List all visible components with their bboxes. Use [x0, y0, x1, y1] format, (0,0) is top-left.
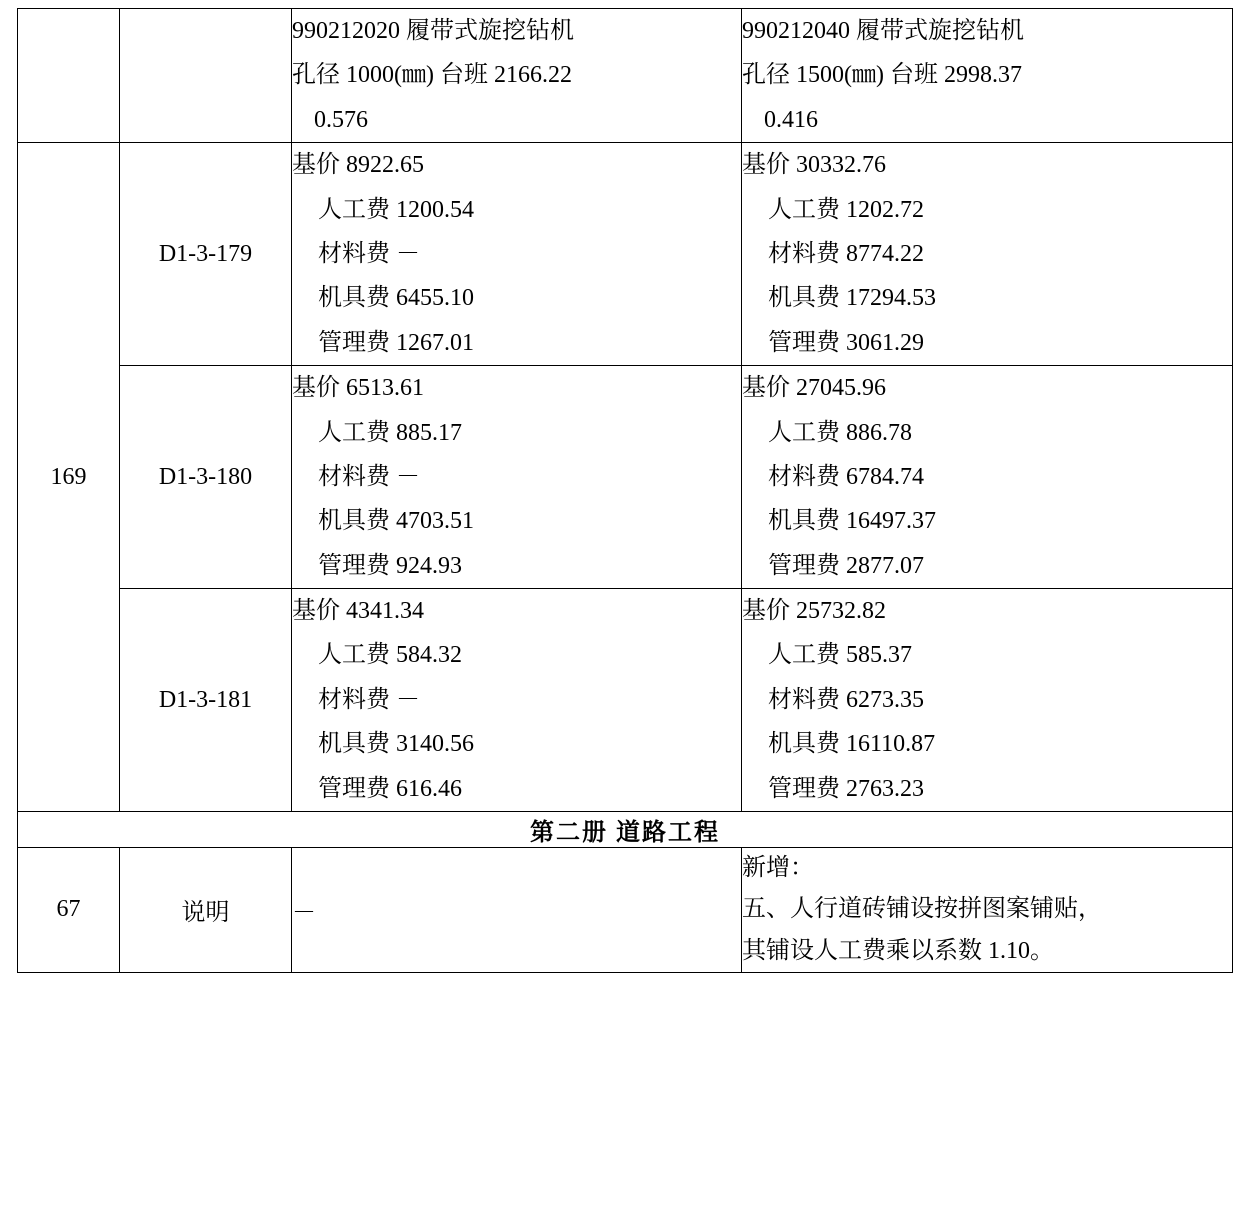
value-line: 机具费 16110.87 — [768, 731, 936, 758]
value-line: 基价 27045.96 — [742, 375, 886, 402]
value-line: 机具费 3140.56 — [318, 731, 474, 758]
cell-note-right — [742, 848, 1233, 973]
value-line: 基价 6513.61 — [292, 375, 424, 402]
table-row — [18, 143, 1233, 366]
cell-page-number: 169 — [18, 143, 120, 812]
table-row-section-title — [18, 812, 1233, 848]
value-line: 基价 30332.76 — [742, 152, 886, 179]
cell-note-label: 说明 — [120, 848, 292, 973]
table-row — [18, 589, 1233, 812]
note-line: 五、人行道砖铺设按拼图案铺贴， — [742, 896, 1102, 923]
value-line: 人工费 885.17 — [318, 419, 462, 446]
value-line: 管理费 616.46 — [318, 775, 462, 802]
cell-machine-right — [742, 9, 1233, 143]
value-line: 基价 8922.65 — [292, 152, 424, 179]
value-line: 基价 4341.34 — [292, 598, 424, 625]
cell-values-left-180 — [292, 366, 742, 589]
cell-note-page: 67 — [18, 848, 120, 973]
pricing-table — [17, 8, 1233, 973]
cell-code-180: D1-3-180 — [120, 366, 292, 589]
machine-right-line1: 990212040 履带式旋挖钻机 — [742, 18, 1024, 44]
document-page — [0, 8, 1249, 1222]
value-line: 基价 25732.82 — [742, 598, 886, 625]
cell-values-right-179 — [742, 143, 1233, 366]
value-line: 机具费 17294.53 — [768, 285, 936, 312]
cell-page-empty — [18, 9, 120, 143]
value-line: 管理费 924.93 — [318, 552, 462, 579]
value-line: 管理费 1267.01 — [318, 329, 474, 356]
value-line: 机具费 16497.37 — [768, 508, 936, 535]
cell-values-right-181 — [742, 589, 1233, 812]
table-row — [18, 366, 1233, 589]
value-line: 管理费 2763.23 — [768, 775, 924, 802]
machine-left-line1: 990212020 履带式旋挖钻机 — [292, 18, 574, 44]
machine-right-line3: 0.416 — [764, 106, 818, 133]
value-line: 材料费 6273.35 — [768, 686, 924, 713]
value-line: 机具费 4703.51 — [318, 508, 474, 535]
value-line: 材料费 － — [318, 463, 420, 490]
table-row-note — [18, 848, 1233, 973]
value-line: 材料费 － — [318, 686, 420, 713]
value-line: 管理费 2877.07 — [768, 552, 924, 579]
value-line: 人工费 1200.54 — [318, 196, 474, 223]
value-line: 材料费 － — [318, 240, 420, 267]
cell-machine-left — [292, 9, 742, 143]
machine-left-line3: 0.576 — [314, 106, 368, 133]
value-line: 机具费 6455.10 — [318, 285, 474, 312]
value-line: 材料费 8774.22 — [768, 240, 924, 267]
cell-note-left: － — [292, 848, 742, 973]
value-line: 材料费 6784.74 — [768, 463, 924, 490]
cell-values-right-180 — [742, 366, 1233, 589]
table-row-machine-header — [18, 9, 1233, 143]
cell-code-179: D1-3-179 — [120, 143, 292, 366]
cell-code-181: D1-3-181 — [120, 589, 292, 812]
machine-left-line2: 孔径 1000(㎜) 台班 2166.22 — [292, 62, 572, 89]
value-line: 人工费 886.78 — [768, 419, 912, 446]
note-line: 新增： — [742, 855, 814, 882]
cell-values-left-181 — [292, 589, 742, 812]
note-line: 其铺设人工费乘以系数 1.10。 — [742, 937, 1054, 964]
value-line: 人工费 1202.72 — [768, 196, 924, 223]
cell-values-left-179 — [292, 143, 742, 366]
value-line: 管理费 3061.29 — [768, 329, 924, 356]
value-line: 人工费 584.32 — [318, 642, 462, 669]
value-line: 人工费 585.37 — [768, 642, 912, 669]
cell-code-empty — [120, 9, 292, 143]
section-title: 第二册 道路工程 — [18, 812, 1233, 848]
machine-right-line2: 孔径 1500(㎜) 台班 2998.37 — [742, 62, 1022, 89]
